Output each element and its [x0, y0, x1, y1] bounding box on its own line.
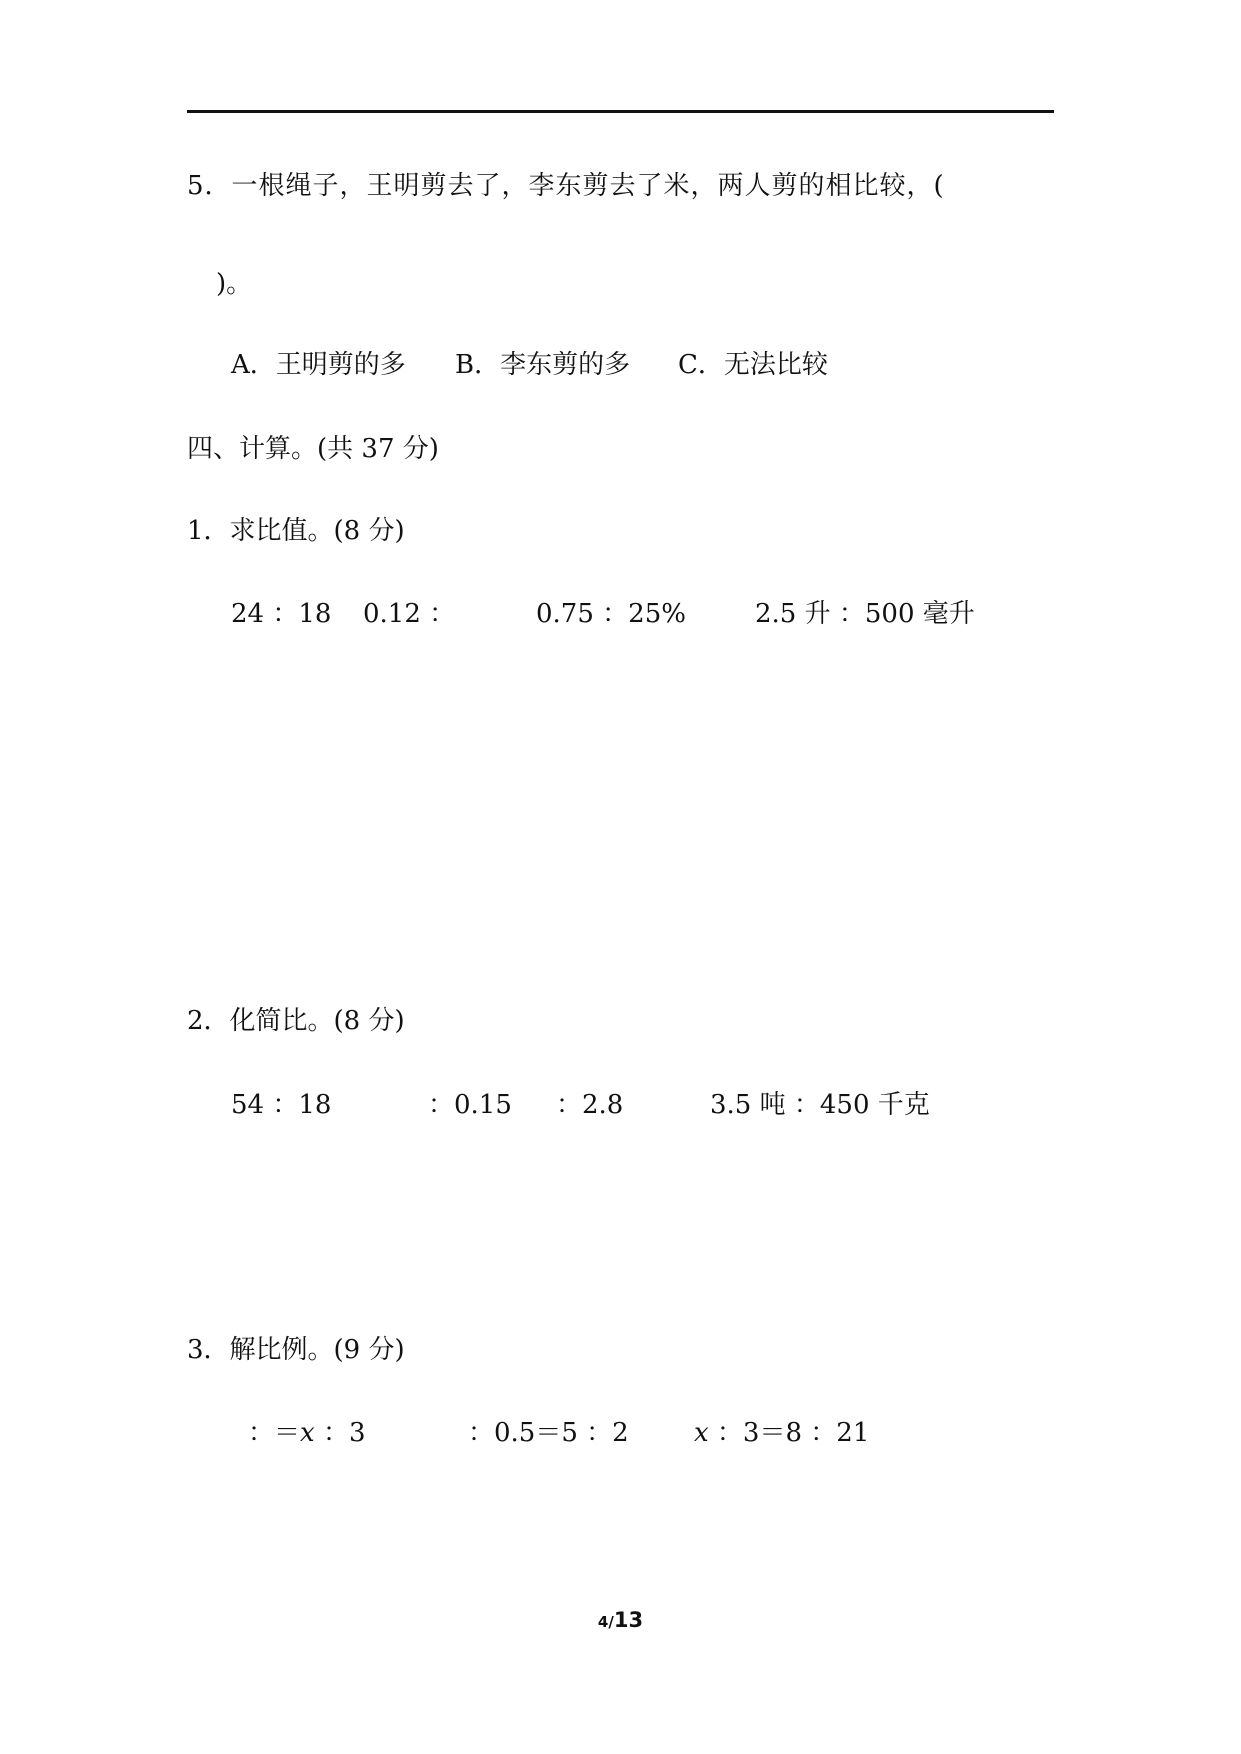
p1-item: 0.75 ：25% — [536, 599, 686, 629]
p1-item: 24 ：18 — [231, 599, 332, 629]
section4-title: 四、计算。(共 37 分) — [187, 434, 439, 464]
q5-option-a: A．王明剪的多 — [231, 350, 406, 380]
p2-item: ：2.8 — [556, 1090, 624, 1120]
p3-eq1-variable: x — [300, 1418, 315, 1448]
p3-eq1-tail: ：3 — [314, 1418, 366, 1448]
page-separator: / — [608, 1613, 614, 1631]
p2-item: 3.5 吨 ：450 千克 — [710, 1090, 930, 1120]
p1-item: 0.12 ： — [363, 599, 456, 629]
q5-option-c: C．无法比较 — [678, 350, 828, 380]
q5-line1: 5．一根绳子，王明剪去了，李东剪去了米，两人剪的相比较，( — [187, 171, 945, 201]
p3-equation-2: ：0.5＝5 ：2 — [468, 1418, 629, 1448]
q5-option-b: B．李东剪的多 — [455, 350, 631, 380]
header-rule — [187, 110, 1054, 113]
p1-item: 2.5 升 ：500 毫升 — [755, 599, 975, 629]
p3-eq3-variable: x — [694, 1418, 709, 1448]
q5-line2: )。 — [216, 269, 253, 299]
p2-item: 54 ：18 — [231, 1090, 332, 1120]
page-number — [0, 1608, 1241, 1632]
p2-title: 2．化简比。(8 分) — [187, 1006, 405, 1036]
p1-title: 1．求比值。(8 分) — [187, 516, 405, 546]
p3-title: 3．解比例。(9 分) — [187, 1335, 405, 1365]
p3-eq1-lead: ：＝ — [248, 1418, 301, 1448]
page-total: 13 — [613, 1608, 644, 1632]
page-current: 4 — [597, 1613, 609, 1631]
p3-equation-3 — [694, 1420, 869, 1446]
p3-equation-1 — [248, 1420, 366, 1446]
p3-eq3-tail: ：3＝8 ：21 — [708, 1418, 870, 1448]
p2-item: ：0.15 — [428, 1090, 512, 1120]
